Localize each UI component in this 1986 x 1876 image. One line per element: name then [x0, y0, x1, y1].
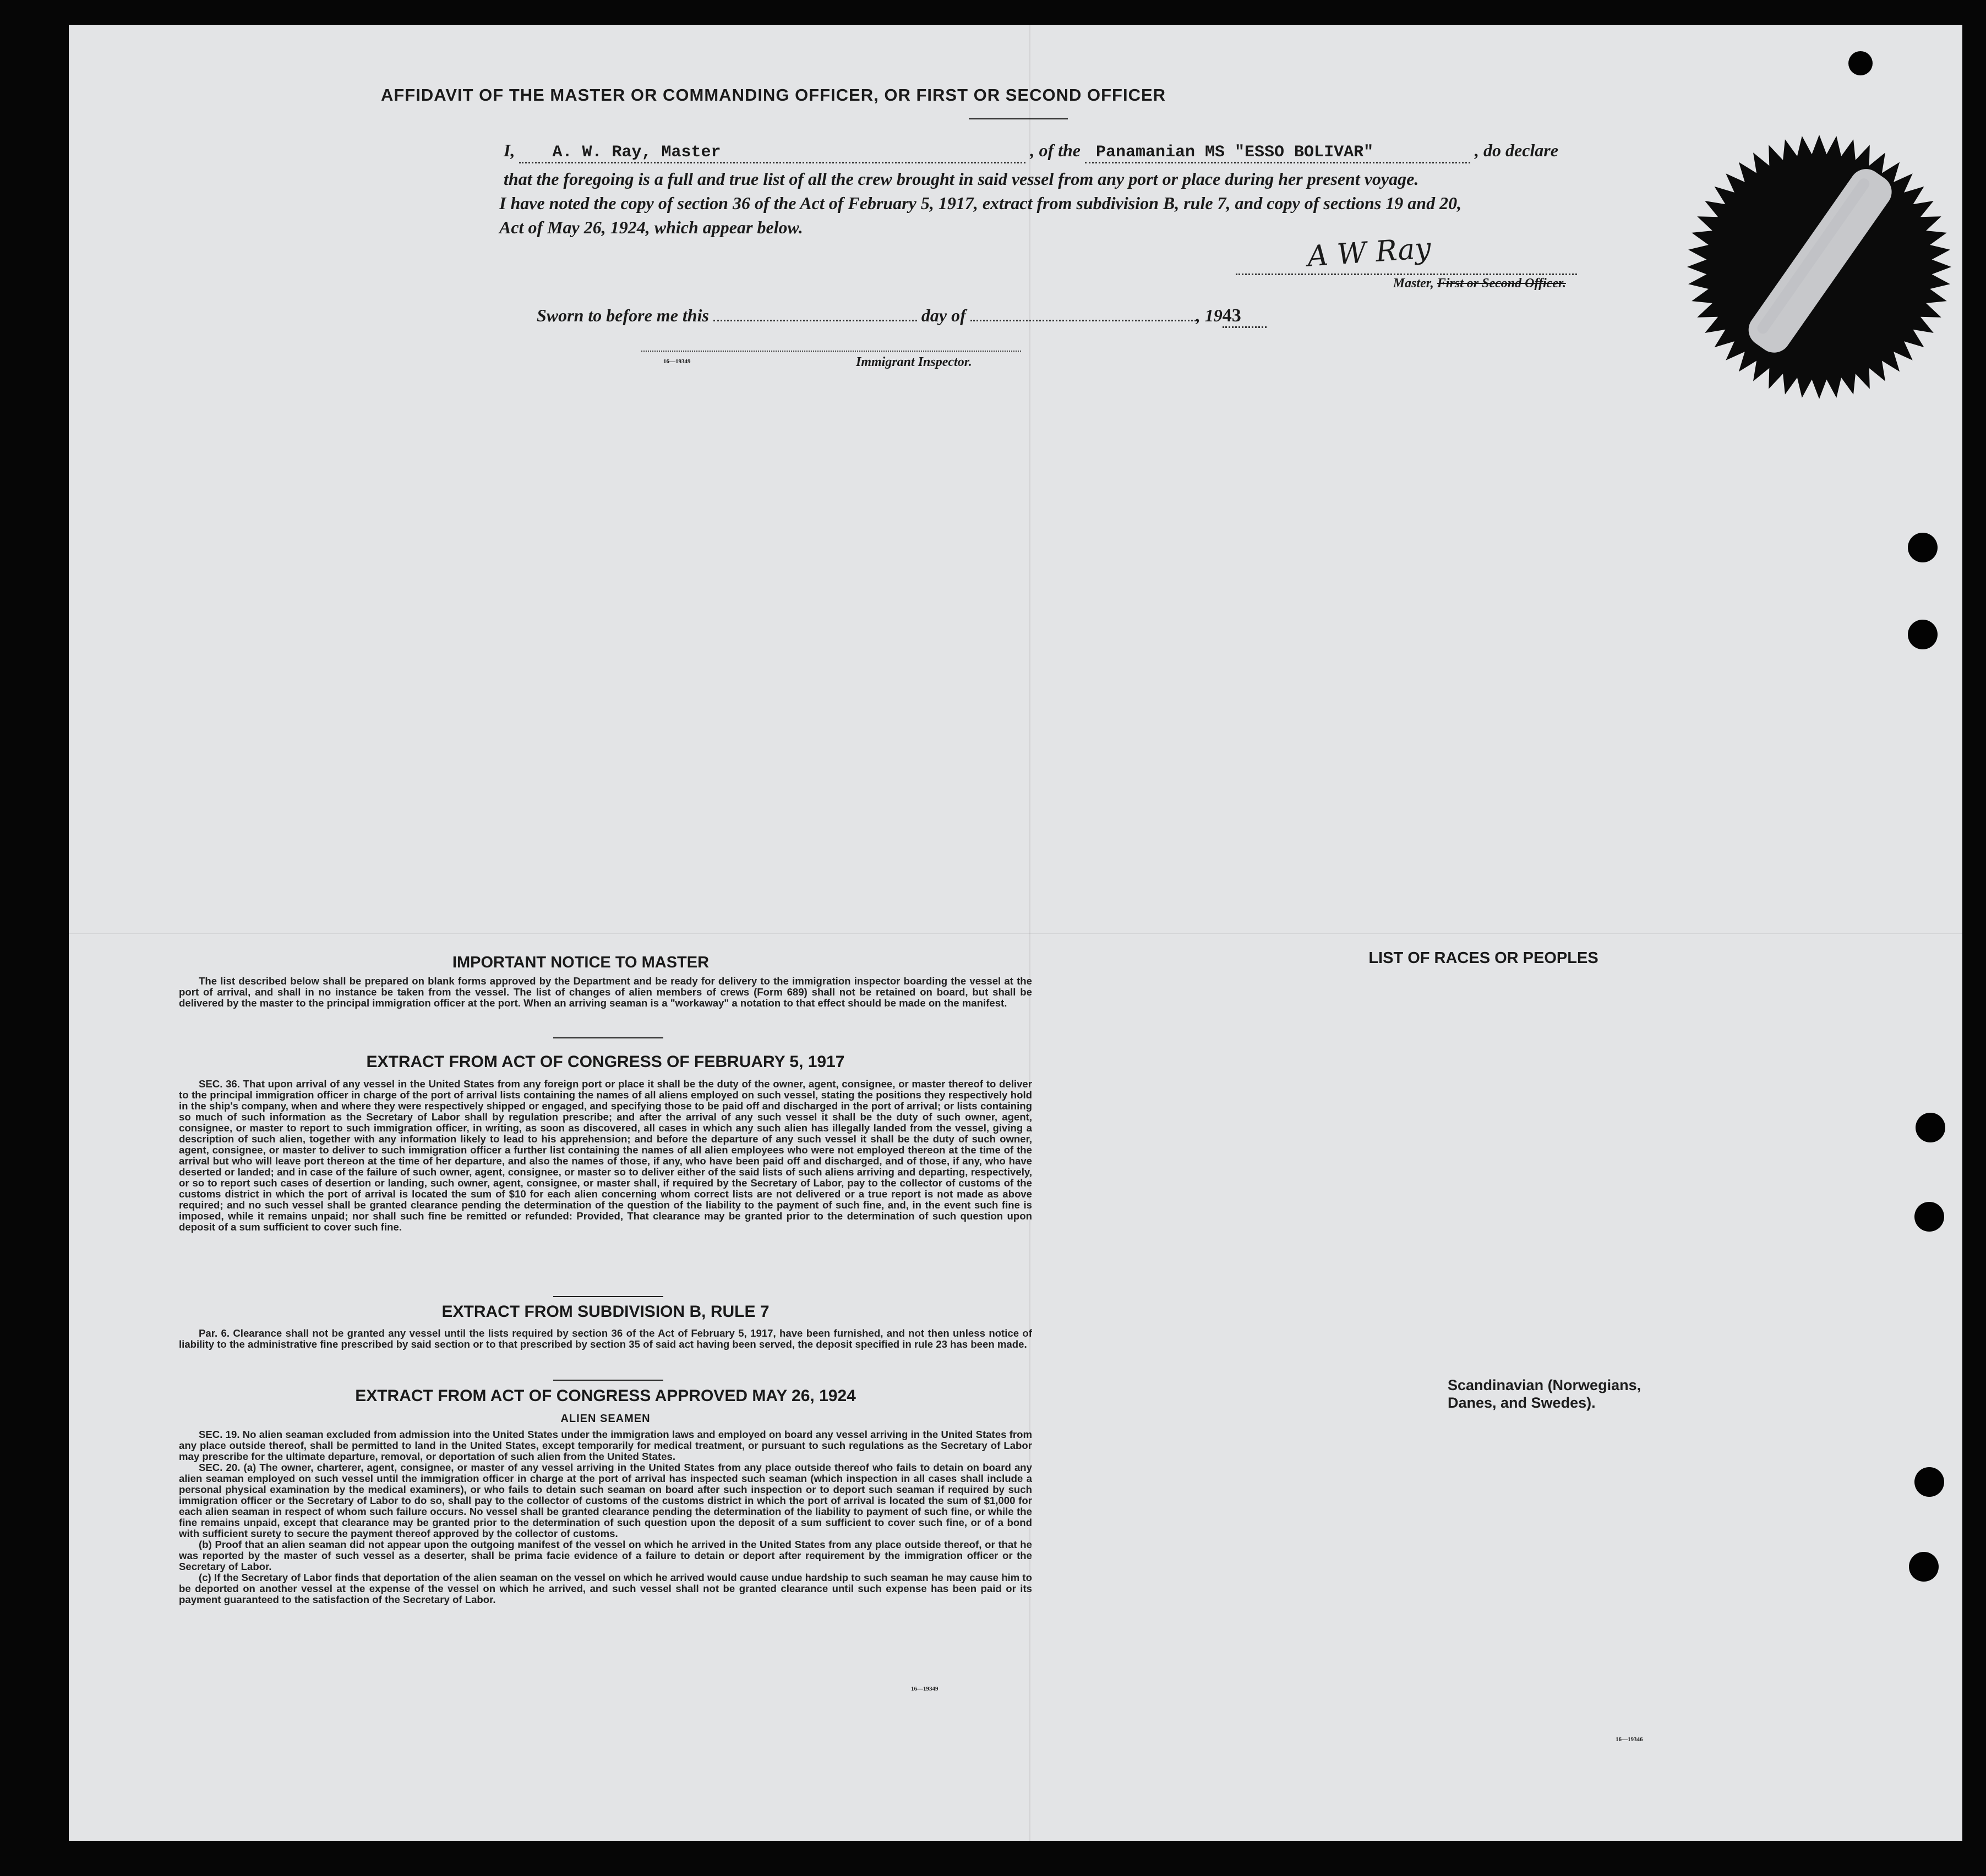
affidavit-line-3: I have noted the copy of section 36 of the Act of February 5, 1917, extract from subdivision B, rule 7, and copy of sections 19 and 20,: [499, 193, 1462, 213]
punch-hole: [1916, 1113, 1945, 1142]
extract-1917-text: SEC. 36. That upon arrival of any vessel in the United States from any foreign port or place it shall be the duty of the owner, agent, consignee, or master thereof to deliver to the principal immigration officer in charge of the port of arrival lists containing the names of all aliens employed on such vessel, stating the positions they respectively hold in the ship's company, when and where they were respectively shipped or engaged, and specifying those to be paid off and discharged in the port of arrival; or lists containing so much of such information as the Secretary of Labor shall by regulation prescribe; and after the arrival of any such vessel it shall be the duty of such owner, agent, consignee, or master to report to such immigration officer, in writing, as soon as discovered, all cases in which any such alien has illegally landed from the vessel, giving a description of such alien, together with any information likely to lead to his apprehension; and before the departure of any such vessel it shall be the duty of such owner, agent, consignee, or master to deliver to such immigration officer a further list containing the names of all alien employees who were not employed thereon at the time of the arrival but who will leave port thereon at the time of her departure, and also the names of those, if any, who have been paid off and discharged, and of those, if any, who have deserted or landed; and in case of the failure of such owner, agent, consignee, or master so to deliver either of the said lists of such aliens arriving and departing, respectively, or so to report such cases of desertion or landing, such owner, agent, consignee, or master shall, if required by the Secretary of Labor, pay to the collector of customs of the customs district in which the port of arrival is located the sum of $10 for each alien concerning whom correct lists are not delivered or a true report is not made as above required; and no such vessel shall be granted clearance pending the determination of the question of the liability to the payment of such fine, and, in the event such fine is imposed, while it remains unpaid; nor shall such fine be remitted or refunded: Provided, That clearance may be granted prior to the determination of such question upon deposit of a sum sufficient to cover such fine.: [179, 1078, 1032, 1233]
affidavit-line-4: Act of May 26, 1924, which appear below.: [499, 217, 803, 237]
divider-3: [553, 1380, 663, 1381]
sworn-line: Sworn to before me this day of , 1943: [537, 305, 1267, 328]
extract-1917-title: EXTRACT FROM ACT OF CONGRESS OF FEBRUARY 5, 1917: [366, 1053, 845, 1071]
signature-caption-master: Master,: [1393, 276, 1434, 291]
vessel-name-field: Panamanian MS "ESSO BOLIVAR": [1096, 143, 1374, 162]
signature-caption-struck: First or Second Officer.: [1437, 276, 1566, 291]
notice-title: IMPORTANT NOTICE TO MASTER: [452, 954, 710, 971]
affidavit-line-2: that the foregoing is a full and true list of all the crew brought in said vessel from any port or place during her present voyage.: [504, 169, 1419, 189]
title-underline: [969, 118, 1068, 119]
divider-1: [553, 1037, 663, 1038]
races-title: LIST OF RACES OR PEOPLES: [1368, 949, 1598, 967]
inspector-signature-line: [641, 351, 1021, 352]
extract-1924-text: [179, 1429, 1032, 1605]
extract-rule7-text: Par. 6. Clearance shall not be granted any vessel until the lists required by section 36 of the Act of February 5, 1917, have been furnished, and not then unless notice of liability to the administrative fine prescribed by said section or to that prescribed by section 35 of said act having been served, the deposit specified in rule 23 has been made.: [179, 1327, 1032, 1350]
notice-text: The list described below shall be prepared on blank forms approved by the Department and be ready for delivery to the immigration inspector boarding the vessel at the port of arrival, and shall in no instance be taken from the vessel. The list of changes of alien members of crews (Form 689) shall not be retained on board, but shall be delivered by the master to the principal immigration officer at the port. When an arriving seaman is a "workaway" a notation to that effect should be made on the manifest.: [179, 975, 1032, 1009]
form-number-bottom-right: 16—19346: [1616, 1736, 1643, 1743]
punch-hole: [1909, 1552, 1939, 1582]
signature-block: [1236, 232, 1588, 291]
fold-line-horizontal: [69, 933, 1962, 934]
form-number-top: 16—19349: [663, 358, 691, 365]
punch-hole: [1914, 1202, 1944, 1232]
master-name-field: A. W. Ray, Master: [552, 143, 721, 162]
affidavit-line-1: I, A. W. Ray, Master , of the Panamanian MS "ESSO BOLIVAR" , do declare: [504, 140, 1558, 163]
extract-1924-paragraph: (c) If the Secretary of Labor finds that deportation of the alien seaman on the vessel on which he arrived would cause undue hardship to such seaman he may cause him to be deported on another vessel at the expense of the vessel on which he arrived, and such vessel shall not be granted clearance until such expense has been paid or its payment guaranteed to the satisfaction of the Secretary of Labor.: [179, 1572, 1032, 1605]
form-number-bottom-left: 16—19349: [911, 1686, 939, 1692]
extract-rule7-title: EXTRACT FROM SUBDIVISION B, RULE 7: [441, 1303, 770, 1321]
affidavit-title: AFFIDAVIT OF THE MASTER OR COMMANDING OFFICER, OR FIRST OR SECOND OFFICER: [380, 85, 1166, 105]
extract-1924-paragraph: (b) Proof that an alien seaman did not appear upon the outgoing manifest of the vessel on which he arrived in the United States from any place outside thereof, or that he was reported by the master of such vessel as a deserter, shall be prima facie evidence of a failure to detain or deport after requirement by the immigration officer or the Secretary of Labor.: [179, 1539, 1032, 1572]
punch-hole: [1908, 620, 1938, 649]
punch-hole: [1914, 1467, 1944, 1497]
extract-1924-title: EXTRACT FROM ACT OF CONGRESS APPROVED MAY 26, 1924: [355, 1387, 856, 1405]
race-item: Scandinavian (Norwegians, Danes, and Swedes).: [1448, 1376, 1641, 1411]
punch-hole: [1908, 533, 1938, 562]
punch-hole: [1848, 51, 1873, 75]
inspector-caption: Immigrant Inspector.: [856, 355, 972, 369]
notary-seal: [1682, 124, 1957, 410]
alien-seamen-subtitle: ALIEN SEAMEN: [560, 1413, 651, 1425]
extract-1924-paragraph: SEC. 19. No alien seaman excluded from admission into the United States under the immigration laws and employed on board any vessel arriving in the United States from any place outside thereof, shall be permitted to land in the United States, except temporarily for medical treatment, or pursuant to such regulations as the Secretary of Labor may prescribe for the ultimate departure, removal, or deportation of such alien from the United States.: [179, 1429, 1032, 1462]
extract-1924-paragraph: SEC. 20. (a) The owner, charterer, agent, consignee, or master of any vessel arriving in the United States from any place outside thereof who fails to detain on board any alien seaman employed on such vessel until the immigration officer in charge at the port of arrival has inspected such seaman (which inspection in all cases shall include a personal physical examination by the medical examiners), or who fails to detain such seaman on board after such inspection or to deport such seaman if required by such immigration officer or the Secretary of Labor to do so, shall pay to the collector of customs of the customs district in which the port of arrival is located the sum of $1,000 for each alien seaman in respect of whom such failure occurs. No vessel shall be granted clearance pending the determination of the liability to payment of such fine, or while the fine remains unpaid, except that clearance may be granted prior to the determination of such question upon the deposit of a sum sufficient to cover such fine, or of a bond with sufficient surety to secure the payment thereof approved by the collector of customs.: [179, 1462, 1032, 1539]
divider-2: [553, 1296, 663, 1297]
sworn-year: 43: [1222, 305, 1241, 326]
document-page: [69, 25, 1962, 1841]
signature: A W Ray: [1306, 232, 1432, 274]
